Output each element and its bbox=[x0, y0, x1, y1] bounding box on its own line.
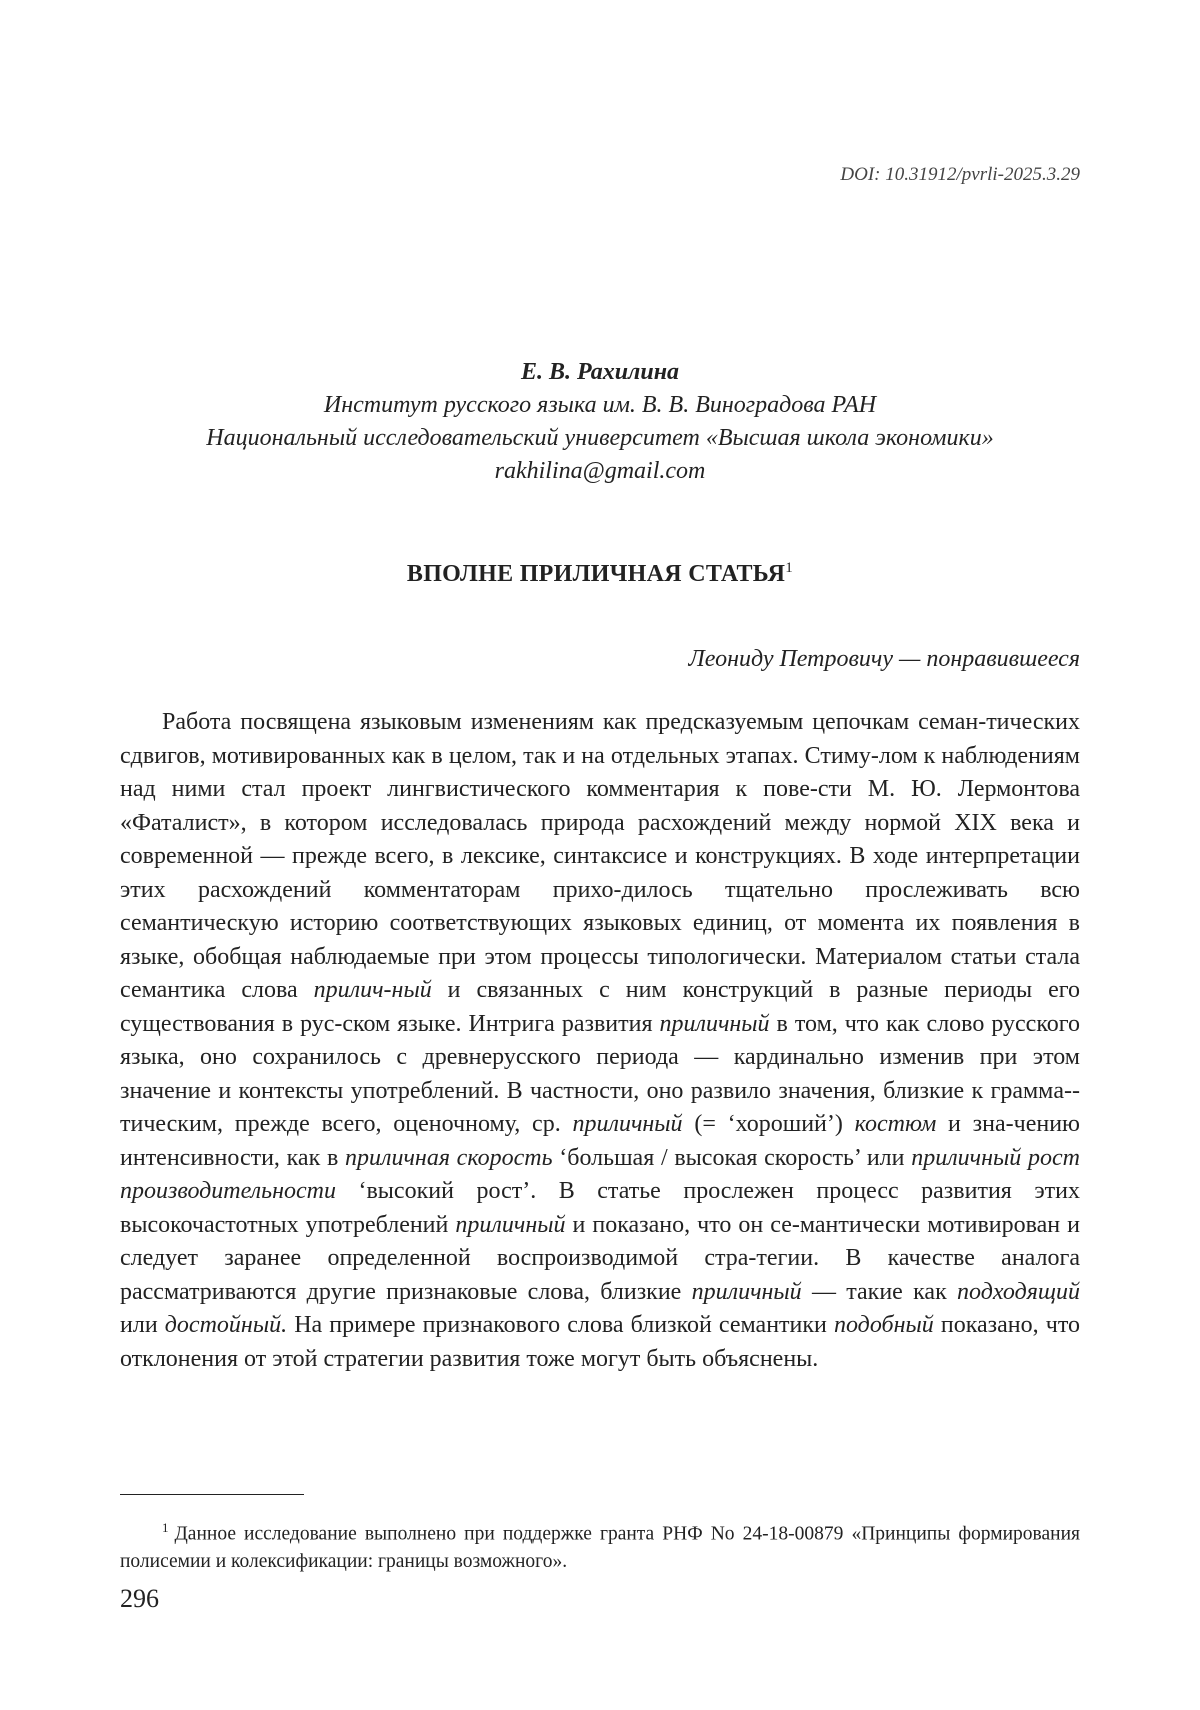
abstract-term: подходящий bbox=[957, 1278, 1080, 1305]
author-affiliation-2: Национальный исследовательский университет «Высшая школа экономики» bbox=[206, 425, 994, 451]
abstract-term: подобный bbox=[834, 1312, 934, 1338]
abstract-text: или bbox=[120, 1312, 165, 1338]
abstract-text: в том, что как слово русского языка, оно сохранилось с древнерусского периода — кардинально изменив при этом значение и контексты употреблений. В частности, оно развило значения, близкие к граммa-тическим, прежде всего, оценочному, ср. bbox=[120, 1010, 1081, 1137]
author-email: rakhilina@gmail.com bbox=[494, 458, 706, 484]
abstract-text: показано, что отклонения от этой стратегии развития тоже могут быть объяснены. bbox=[120, 1312, 1080, 1372]
abstract-term: достойный. bbox=[164, 1312, 288, 1338]
abstract-text: На примере признакового слова близкой семантики bbox=[287, 1312, 834, 1338]
abstract-term: приличный bbox=[455, 1211, 566, 1238]
author-affiliation-1: Институт русского языка им. В. В. Виноградова РАН bbox=[323, 392, 877, 418]
abstract-term: приличный bbox=[572, 1111, 683, 1137]
abstract-term: приличный bbox=[691, 1278, 802, 1305]
abstract-term: приличный bbox=[659, 1010, 770, 1037]
abstract-term: прилич-ный bbox=[313, 977, 432, 1003]
abstract-text: ‘большая / высокая скорость’ или bbox=[552, 1144, 912, 1171]
footnote-text: Данное исследование выполнено при поддержке гранта РНФ No 24-18-00879 «Принципы формирования полисемии и колексификации: границы возможного». bbox=[120, 1523, 1080, 1572]
dedication: Леониду Петровичу — понравившееся bbox=[688, 646, 1080, 672]
abstract-text: (= ‘хороший’) bbox=[682, 1111, 855, 1137]
footnote bbox=[120, 1514, 1080, 1575]
page-number: 296 bbox=[120, 1584, 159, 1613]
abstract-text: и показано, что он се-мантически мотивирован и следует заранее определенной воспроизводимой стра-тегии. В качестве аналога рассматриваются другие признаковые слова, близкие bbox=[120, 1211, 1080, 1305]
doi-label: DOI: 10.31912/pvrli-2025.3.29 bbox=[840, 164, 1080, 185]
abstract-text: Работа посвящена языковым изменениям как предсказуемым цепочкам семан-тических сдвигов, мотивированных как в целом, так и на отдельных этапах. Стиму-лом к наблюдениям над ними стал проект лингвистического комментария к пове-сти М. Ю. Лермонтова «Фаталист», в котором исследовалась природа расхождений между нормой XIX века и современной — прежде всего, в лексике, синтаксисе и конструкциях. В ходе интерпретации этих расхождений комментаторам прихо-дилось тщательно прослеживать всю семантическую историю соответствующих языковых единиц, от момента их появления в языке, обобщая наблюдаемые при этом процессы типологически. Материалом статьи стала семантика слова bbox=[120, 709, 1080, 1003]
abstract-paragraph bbox=[120, 706, 1080, 1376]
article-title bbox=[120, 560, 1080, 588]
title-footnote-mark: 1 bbox=[785, 560, 794, 576]
abstract-text: и зна-чению интенсивности, как в bbox=[120, 1111, 1080, 1171]
article-title-text: ВПОЛНЕ ПРИЛИЧНАЯ СТАТЬЯ bbox=[406, 561, 786, 587]
author-block bbox=[120, 356, 1080, 488]
abstract-term: приличная скорость bbox=[345, 1144, 553, 1171]
abstract-text: — такие как bbox=[801, 1278, 958, 1305]
footnote-divider bbox=[120, 1494, 304, 1495]
abstract-term: приличный рост производительности bbox=[120, 1144, 1080, 1204]
footnote-mark: 1 bbox=[162, 1520, 169, 1535]
abstract-text: и связанных с ним конструкций в разные периоды его существования в рус-ском языке. Интрига развития bbox=[120, 977, 1080, 1037]
abstract-text: ‘высокий рост’. В статье прослежен процесс развития этих высокочастотных употреблений bbox=[120, 1178, 1080, 1238]
author-name: Е. В. Рахилина bbox=[520, 359, 680, 385]
abstract-term: костюм bbox=[854, 1111, 937, 1137]
